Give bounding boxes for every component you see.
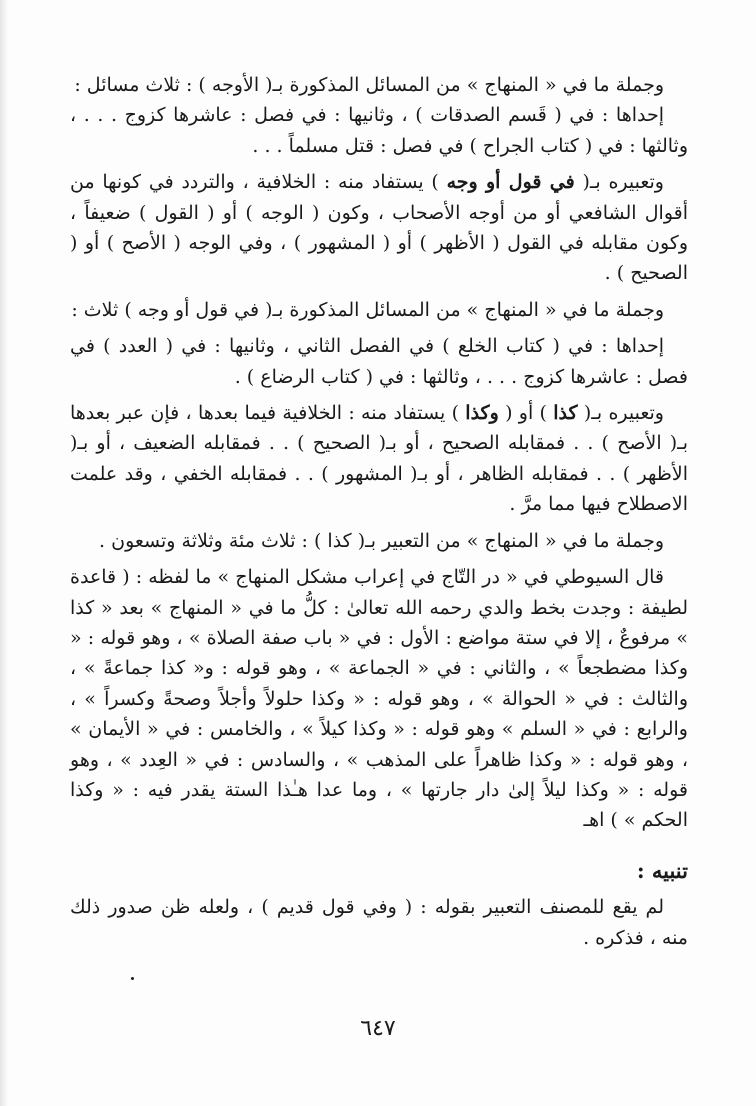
paragraph-line: وثالثها : في ( كتاب الجراح ) في فصل : قتل مسلماً . . .: [252, 134, 688, 157]
paragraph-line: وجملة ما في « المنهاج » من التعبير بـ( كذا ) : ثلاث مئة وثلاثة وتسعون .: [99, 529, 664, 552]
paragraph-suyuti-quote: [70, 562, 688, 836]
paragraph-text: ) أو (: [498, 402, 554, 425]
paragraph-qawl-aw-wajh-meaning: [70, 167, 688, 289]
paragraph-awjuh-count: [70, 70, 688, 100]
paragraph-kadha-count: [70, 526, 688, 556]
note-text: لم يقع للمصنف التعبير بقوله : ( وفي قول قديم ) ، ولعله ظن صدور ذلك منه ، فذكره .: [70, 896, 688, 949]
paragraph-text: وتعبيره بـ(: [577, 402, 664, 425]
bold-term: كذا: [553, 402, 578, 425]
paragraph-qawl-aw-wajh-count: [70, 295, 688, 325]
page-body: [70, 70, 688, 953]
paragraph-text: قال السيوطي في « در التّاج في إعراب مشكل المنهاج » ما لفظه : ( قاعدة لطيفة : وجدت بخط والدي رحمه الله تعالىٰ : كلُّ ما في « المنهاج » بعد « كذا » مرفوعٌ ، إلا في ستة مواضع : الأول : في « باب صفة الصلاة » ، وهو قوله : « وكذا مضطجعاً » ، والثاني : في « الجماعة » ، وهو قوله : و« كذا جماعةً » ، والثالث : في « الحوالة » ، وهو قوله : « وكذا حلولاً وأجلاً وصحةً وكسراً » ، والرابع : في « السلم » وهو قوله : « وكذا كيلاً » ، والخامس : في « الأيمان » ، وهو قوله : « وكذا ظاهراً على المذهب » ، والسادس : في « العِدد » ، وهو قوله : « وكذا ليلاً إلىٰ دار جارتها » ، وما عدا هـٰذا الستة يقدر فيه : « وكذا الحكم » ) اهـ: [70, 566, 688, 832]
paragraph-text: ) يستفاد منه : الخلافية فيما بعدها ، فإن عبر بعدها بـ( الأصح ) . . فمقابله الصحيح ، أو بـ( الصحيح ) . . فمقابله الضعيف ، أو بـ( الأظهر ) . . فمقابله الظاهر ، أو بـ( المشهور ) . . فمقابله الخفي ، وقد علمت الاصطلاح فيها مما مرَّ .: [70, 402, 688, 516]
paragraph-qawl-aw-wajh-list: [70, 331, 688, 392]
paragraph-text: ) يستفاد منه : الخلافية ، والتردد في كونها من أقوال الشافعي أو من أوجه الأصحاب ، وكون ( الوجه ) أو ( القول ) ضعيفاً ، وكون مقابله في القول ( الأظهر ) أو ( المشهور ) ، وفي الوجه ( الأصح ) أو ( الصحيح ) .: [70, 171, 688, 285]
page-number: ٦٤٧: [360, 1016, 396, 1041]
note-heading: تنبيه :: [636, 857, 688, 883]
paragraph-awjuh-list: [70, 100, 688, 161]
paragraph-text: إحداها : في ( كتاب الخلع ) في الفصل الثاني ، وثانيها : في ( العدد ) في فصل : عاشرها كزوج . . . ، وثالثها : في ( كتاب الرضاع ) .: [70, 335, 688, 388]
page-scan-edge: [0, 0, 8, 1106]
paragraph-line: وجملة ما في « المنهاج » من المسائل المذكورة بـ( في قول أو وجه ) ثلاث :: [71, 298, 664, 321]
paragraph-line: إحداها : في ( قَسم الصدقات ) ، وثانيها : في فصل : عاشرها كزوج . . . ،: [70, 104, 664, 127]
bold-term: في قول أو وجه: [446, 171, 575, 194]
paragraph-text: وتعبيره بـ(: [574, 171, 664, 194]
bold-term: وكذا: [465, 402, 499, 425]
paragraph-line: وجملة ما في « المنهاج » من المسائل المذكورة بـ( الأوجه ) : ثلاث مسائل :: [74, 74, 664, 96]
scan-speck: [131, 977, 134, 980]
paragraph-kadha-meaning: [70, 398, 688, 520]
